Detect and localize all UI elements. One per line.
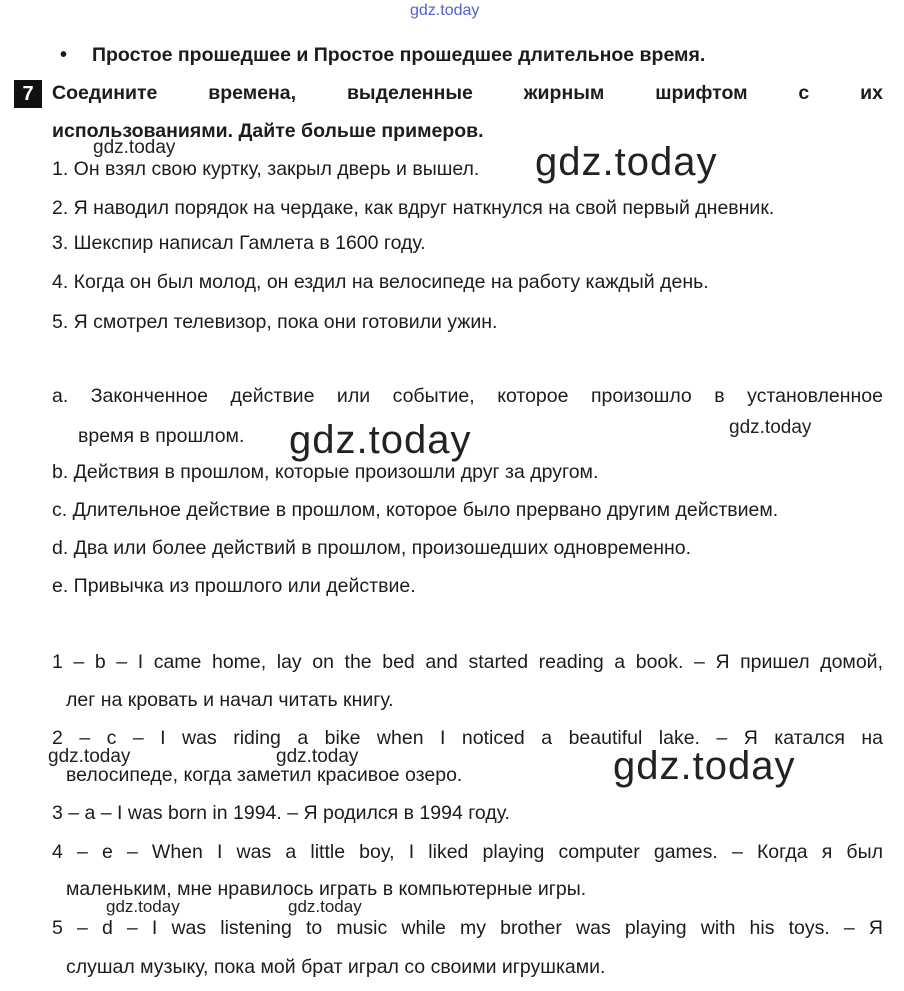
use-c: c. Длительное действие в прошлом, которое было прервано другим действием. bbox=[52, 499, 779, 521]
watermark-small-5: gdz.today bbox=[106, 897, 180, 916]
use-a-line1: a. Законченное действие или событие, которое произошло в установленное bbox=[52, 385, 883, 407]
watermark-small-6: gdz.today bbox=[288, 897, 362, 916]
answer-1-line1: 1 – b – I came home, lay on the bed and started reading a book. – Я пришел домой, bbox=[52, 651, 883, 673]
use-e: e. Привычка из прошлого или действие. bbox=[52, 575, 416, 597]
answer-5-line2: слушал музыку, пока мой брат играл со своими игрушками. bbox=[66, 956, 606, 978]
section-heading: Простое прошедшее и Простое прошедшее длительное время. bbox=[92, 44, 706, 66]
watermark-small-3: gdz.today bbox=[48, 746, 131, 767]
exercise-number-badge: 7 bbox=[14, 80, 42, 108]
sentence-5: 5. Я смотрел телевизор, пока они готовили ужин. bbox=[52, 311, 498, 333]
use-a-line2: время в прошлом. bbox=[78, 425, 245, 447]
exercise-instruction-line2: использованиями. Дайте больше примеров. bbox=[52, 120, 484, 142]
watermark-big-3: gdz.today bbox=[613, 744, 796, 788]
sentence-4: 4. Когда он был молод, он ездил на велосипеде на работу каждый день. bbox=[52, 271, 709, 293]
exercise-instruction-line1: Соедините времена, выделенные жирным шрифтом с их bbox=[52, 82, 883, 104]
sentence-1: 1. Он взял свою куртку, закрыл дверь и вышел. bbox=[52, 158, 480, 180]
answer-5-line1: 5 – d – I was listening to music while my brother was playing with his toys. – Я bbox=[52, 917, 883, 939]
bullet-icon: • bbox=[60, 44, 68, 66]
use-b: b. Действия в прошлом, которые произошли друг за другом. bbox=[52, 461, 599, 483]
answer-2-line2: велосипеде, когда заметил красивое озеро. bbox=[66, 764, 463, 786]
watermark-small-2: gdz.today bbox=[729, 417, 812, 438]
answer-1-line2: лег на кровать и начал читать книгу. bbox=[66, 689, 394, 711]
watermark-big-2: gdz.today bbox=[289, 418, 472, 462]
watermark-top: gdz.today bbox=[410, 2, 480, 19]
sentence-3: 3. Шекспир написал Гамлета в 1600 году. bbox=[52, 232, 426, 254]
answer-3: 3 – a – I was born in 1994. – Я родился в 1994 году. bbox=[52, 802, 510, 824]
answer-4-line2: маленьким, мне нравилось играть в компьютерные игры. bbox=[66, 878, 587, 900]
use-d: d. Два или более действий в прошлом, произошедших одновременно. bbox=[52, 537, 692, 559]
watermark-small-4: gdz.today bbox=[276, 746, 359, 767]
sentence-2: 2. Я наводил порядок на чердаке, как вдруг наткнулся на свой первый дневник. bbox=[52, 197, 775, 219]
watermark-big-1: gdz.today bbox=[535, 140, 718, 184]
answer-4-line1: 4 – e – When I was a little boy, I liked playing computer games. – Когда я был bbox=[52, 841, 883, 863]
answer-2-line1: 2 – c – I was riding a bike when I noticed a beautiful lake. – Я катался на bbox=[52, 727, 883, 749]
watermark-small-1: gdz.today bbox=[93, 137, 176, 158]
